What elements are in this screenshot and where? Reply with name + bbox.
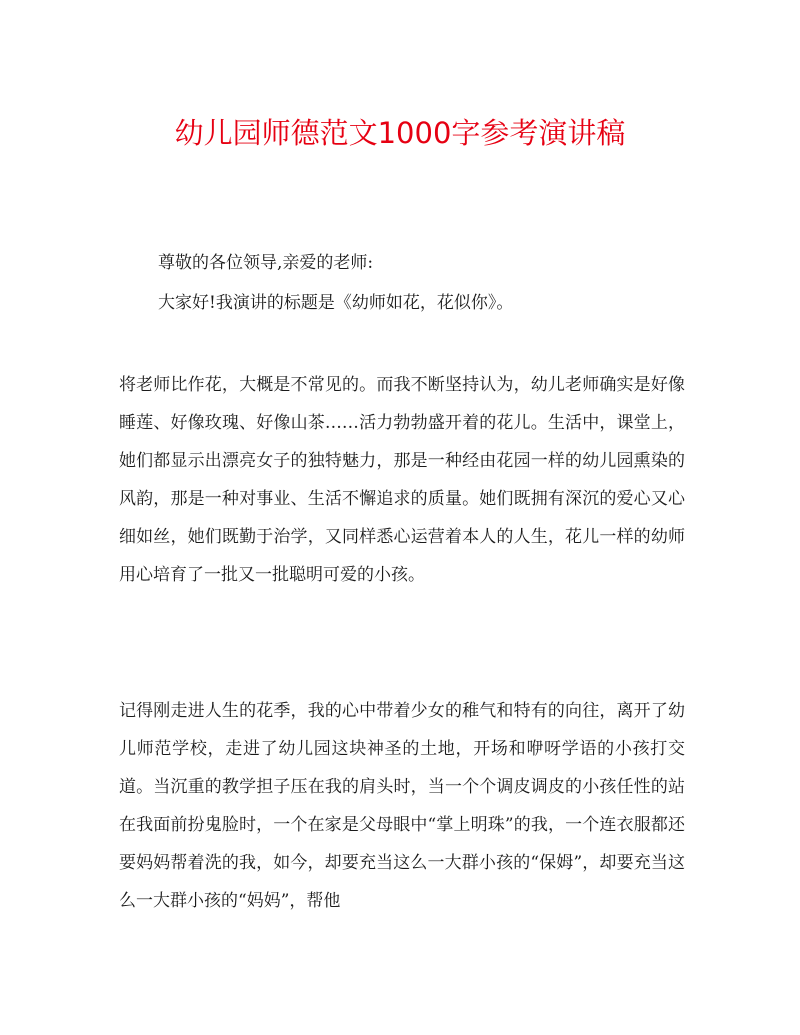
- body-paragraph-2: 记得刚走进人生的花季，我的心中带着少女的稚气和特有的向往，离开了幼儿师范学校，走进了幼儿园这块神圣的土地，开场和咿呀学语的小孩打交道。当沉重的教学担子压在我的肩头时，当一个个调皮调皮的小孩任性的站在我面前扮鬼脸时，一个在家是父母眼中“掌上明珠”的我，一个连衣服都还要妈妈帮着洗的我，如今，却要充当这么一大群小孩的“保姆”，却要充当这么一大群小孩的“妈妈”，帮他: [119, 701, 685, 911]
- opening-line: 大家好!我演讲的标题是《幼师如花，花似你》。: [158, 293, 514, 313]
- body-paragraph-1: 将老师比作花，大概是不常见的。而我不断坚持认为，幼儿老师确实是好像睡莲、好像玫瑰、好像山茶……活力勃勃盛开着的花儿。生活中，课堂上，她们都显示出漂亮女子的独特魅力，那是一种经由花园一样的幼儿园熏染的风韵，那是一种对事业、生活不懈追求的质量。她们既拥有深沉的爱心又心细如丝，她们既勤于治学，又同样悉心运营着本人的人生，花儿一样的幼师用心培育了一批又一批聪明可爱的小孩。: [119, 375, 685, 585]
- salutation-line: 尊敬的各位领导,亲爱的老师:: [158, 253, 374, 273]
- document-title: 幼儿园师德范文1000字参考演讲稿: [174, 116, 626, 150]
